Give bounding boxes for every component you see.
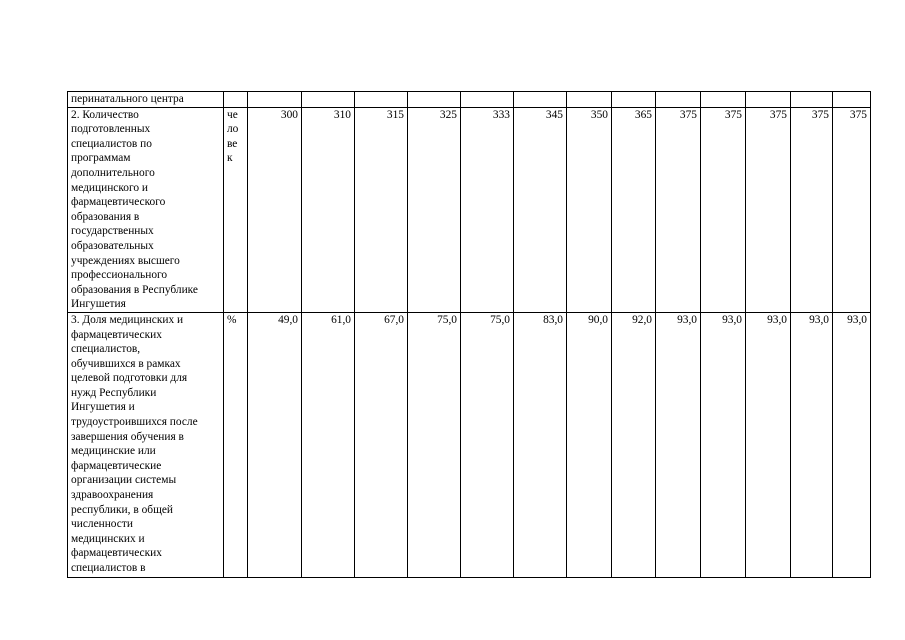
- table-row: [68, 312, 871, 577]
- year-value-cell: 93,0: [656, 312, 701, 577]
- year-value-cell: 375: [833, 107, 871, 312]
- year-value-cell: 93,0: [746, 312, 791, 577]
- year-value-cell: 365: [612, 107, 656, 312]
- year-value-cell: 310: [302, 107, 355, 312]
- year-value-cell: 61,0: [302, 312, 355, 577]
- year-value-cell: 49,0: [248, 312, 302, 577]
- year-value-cell: 375: [746, 107, 791, 312]
- year-value-cell: [656, 92, 701, 108]
- year-value-cell: [355, 92, 408, 108]
- year-value-cell: [612, 92, 656, 108]
- unit-cell: че ло ве к: [224, 107, 248, 312]
- year-value-cell: 93,0: [833, 312, 871, 577]
- year-value-cell: 345: [514, 107, 567, 312]
- year-value-cell: 67,0: [355, 312, 408, 577]
- year-value-cell: 75,0: [461, 312, 514, 577]
- year-value-cell: 93,0: [701, 312, 746, 577]
- year-value-cell: 333: [461, 107, 514, 312]
- unit-cell: [224, 92, 248, 108]
- indicator-name-cell: [68, 92, 224, 108]
- year-value-cell: [567, 92, 612, 108]
- table-row: [68, 92, 871, 108]
- year-value-cell: [701, 92, 746, 108]
- indicator-name-cell: 2. Количество подготовленных специалистов по программам дополнительного медицинского и фармацевтического образования в государственных образовательных учреждениях высшего профессионального образования в Республике Ингушетия: [68, 107, 224, 312]
- year-value-cell: [514, 92, 567, 108]
- table-row: [68, 107, 871, 312]
- year-value-cell: 83,0: [514, 312, 567, 577]
- indicator-name-cell: 3. Доля медицинских и фармацевтических специалистов, обучившихся в рамках целевой подготовки для нужд Республики Ингушетия и трудоустроившихся после завершения обучения в медицинские или фармацевтические организации системы здравоохранения республики, в общей численности медицинских и фармацевтических специалистов в: [68, 312, 224, 577]
- year-value-cell: 92,0: [612, 312, 656, 577]
- year-value-cell: 325: [408, 107, 461, 312]
- year-value-cell: [302, 92, 355, 108]
- year-value-cell: [746, 92, 791, 108]
- year-value-cell: 375: [701, 107, 746, 312]
- year-value-cell: [461, 92, 514, 108]
- year-value-cell: 90,0: [567, 312, 612, 577]
- year-value-cell: 375: [791, 107, 833, 312]
- year-value-cell: 315: [355, 107, 408, 312]
- year-value-cell: 350: [567, 107, 612, 312]
- indicators-table: [67, 91, 871, 578]
- year-value-cell: [833, 92, 871, 108]
- year-value-cell: [248, 92, 302, 108]
- indicator-name: перинатального центра: [71, 93, 184, 105]
- year-value-cell: 75,0: [408, 312, 461, 577]
- year-value-cell: 375: [656, 107, 701, 312]
- year-value-cell: 93,0: [791, 312, 833, 577]
- unit-cell: %: [224, 312, 248, 577]
- year-value-cell: [408, 92, 461, 108]
- year-value-cell: 300: [248, 107, 302, 312]
- year-value-cell: [791, 92, 833, 108]
